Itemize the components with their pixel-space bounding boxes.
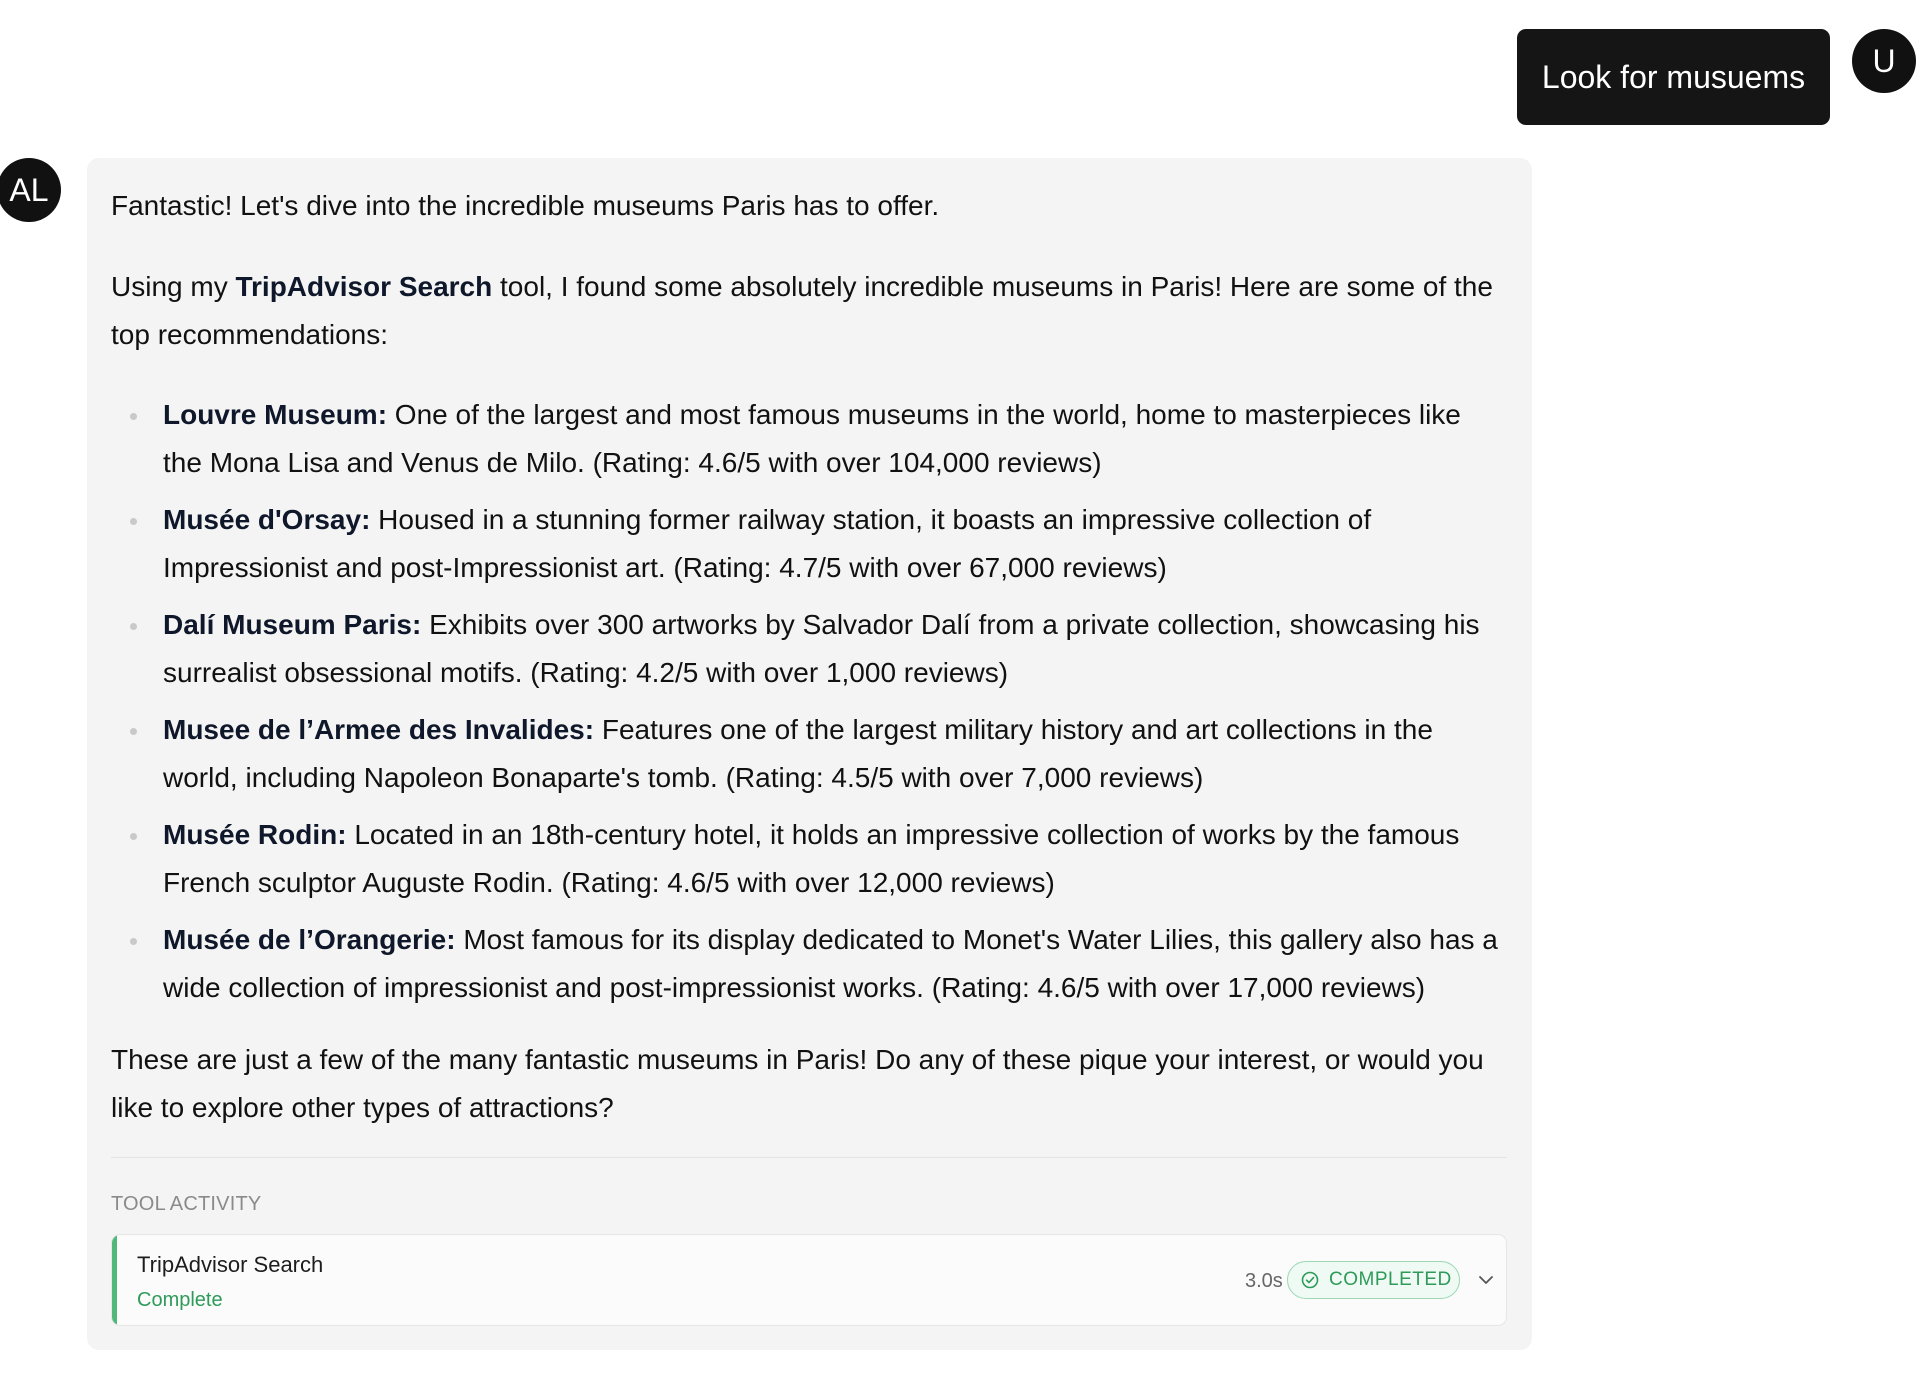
museum-name: Musée de l’Orangerie: — [163, 924, 456, 955]
museum-name: Louvre Museum: — [163, 399, 388, 430]
museum-list-item — [163, 601, 1507, 697]
museum-description: Exhibits over 300 artworks by Salvador Dalí from a private collection, showcasing his surrealist obsessional motifs. (Rating: 4.2/5 with over 1,000 reviews) — [163, 609, 1480, 688]
assistant-message-card — [87, 158, 1532, 1350]
user-message-row — [0, 29, 1930, 129]
museum-list-item — [163, 496, 1507, 592]
assistant-closing-text: These are just a few of the many fantastic museums in Paris! Do any of these pique your interest, or would you like to explore other types of attractions? — [111, 1044, 1484, 1123]
search-tool-name: TripAdvisor Search — [235, 271, 493, 302]
user-avatar: U — [1852, 29, 1916, 93]
museum-name: Musée d'Orsay: — [163, 504, 371, 535]
search-text-suffix: tool, I found some absolutely incredible museums in Paris! Here are some of the top recommendations: — [111, 271, 1493, 350]
tool-status-badge — [1287, 1261, 1460, 1299]
museum-list — [111, 391, 1507, 1012]
museum-list-item — [163, 916, 1507, 1012]
tool-name: TripAdvisor Search — [137, 1252, 324, 1277]
tool-status-text: Complete — [137, 1289, 223, 1311]
museum-list-item — [163, 391, 1507, 487]
museum-name: Musee de l’Armee des Invalides: — [163, 714, 595, 745]
tool-activity-heading: TOOL ACTIVITY — [111, 1193, 262, 1215]
assistant-intro-text: Fantastic! Let's dive into the incredible museums Paris has to offer. — [111, 190, 940, 221]
tool-duration: 3.0s — [1245, 1270, 1283, 1292]
museum-name: Musée Rodin: — [163, 819, 347, 850]
museum-description: Housed in a stunning former railway station, it boasts an impressive collection of Impressionist and post-Impressionist art. (Rating: 4.7/5 with over 67,000 reviews) — [163, 504, 1372, 583]
tool-activity-card[interactable] — [111, 1234, 1507, 1326]
museum-description: One of the largest and most famous museums in the world, home to masterpieces like the Mona Lisa and Venus de Milo. (Rating: 4.6/5 with over 104,000 reviews) — [163, 399, 1461, 478]
assistant-avatar: AL — [0, 158, 61, 222]
tool-status-accent-bar — [112, 1235, 117, 1325]
divider — [111, 1157, 1507, 1158]
tool-badge-label: COMPLETED — [1329, 1269, 1452, 1290]
user-message-bubble: Look for musuems — [1517, 29, 1830, 125]
assistant-search-text — [111, 263, 1507, 359]
museum-description: Located in an 18th-century hotel, it holds an impressive collection of works by the famous French sculptor Auguste Rodin. (Rating: 4.6/5 with over 12,000 reviews) — [163, 819, 1460, 898]
museum-description: Most famous for its display dedicated to Monet's Water Lilies, this gallery also has a wide collection of impressionist and post-impressionist works. (Rating: 4.6/5 with over 17,000 reviews) — [163, 924, 1498, 1003]
museum-name: Dalí Museum Paris: — [163, 609, 422, 640]
check-circle-icon — [1301, 1271, 1319, 1289]
search-text-prefix: Using my — [111, 271, 236, 302]
museum-description: Features one of the largest military history and art collections in the world, including Napoleon Bonaparte's tomb. (Rating: 4.5/5 with over 7,000 reviews) — [163, 714, 1433, 793]
museum-list-item — [163, 811, 1507, 907]
chevron-down-icon[interactable] — [1477, 1273, 1495, 1287]
museum-list-item — [163, 706, 1507, 802]
